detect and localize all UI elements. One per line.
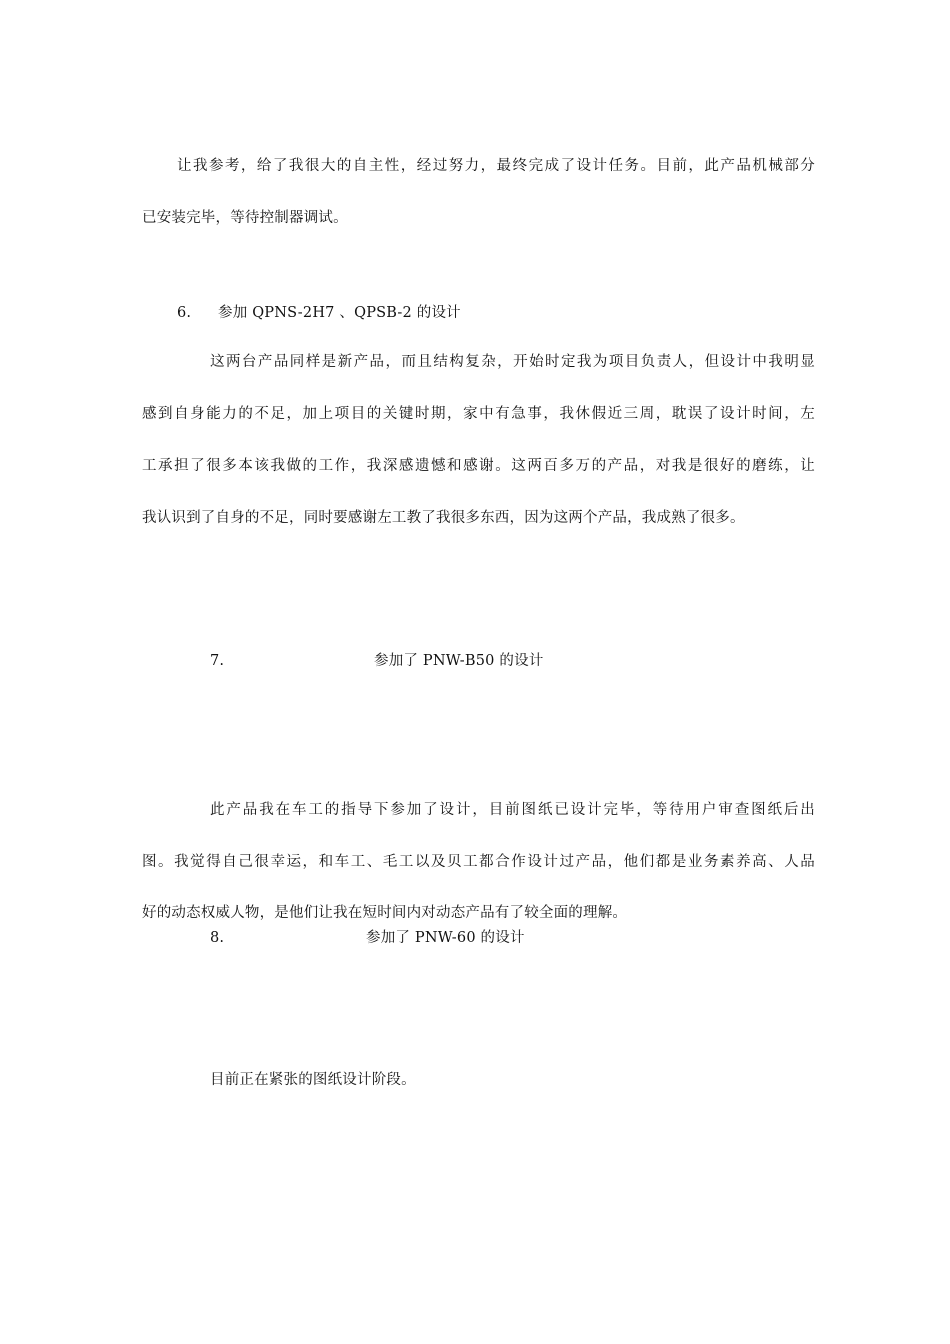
section-8-title: 参加了 PNW-60 的设计 (366, 930, 525, 946)
section-8-number: 8. (210, 930, 225, 946)
paragraph-line: 图。我觉得自己很幸运，和车工、毛工以及贝工都合作设计过产品，他们都是业务素养高、人品 (142, 854, 815, 870)
section-6-number: 6. (177, 305, 192, 321)
paragraph-line: 这两台产品同样是新产品，而且结构复杂，开始时定我为项目负责人，但设计中我明显 (210, 354, 815, 370)
paragraph-line: 此产品我在车工的指导下参加了设计，目前图纸已设计完毕，等待用户审查图纸后出 (210, 802, 815, 818)
paragraph-line: 感到自身能力的不足，加上项目的关键时期，家中有急事，我休假近三周，耽误了设计时间，左 (142, 406, 815, 422)
paragraph-line: 让我参考，给了我很大的自主性，经过努力，最终完成了设计任务。目前，此产品机械部分 (177, 158, 815, 174)
paragraph-line: 目前正在紧张的图纸设计阶段。 (210, 1072, 416, 1088)
section-7-number: 7. (210, 653, 225, 669)
section-6-title: 参加 QPNS-2H7 、QPSB-2 的设计 (218, 305, 461, 321)
section-7-title: 参加了 PNW-B50 的设计 (374, 653, 544, 669)
paragraph-line: 工承担了很多本该我做的工作，我深感遗憾和感谢。这两百多万的产品，对我是很好的磨练，让 (142, 458, 815, 474)
paragraph-line: 好的动态权威人物，是他们让我在短时间内对动态产品有了较全面的理解。 (142, 905, 628, 921)
paragraph-line: 我认识到了自身的不足，同时要感谢左工教了我很多东西，因为这两个产品，我成熟了很多。 (142, 510, 745, 526)
paragraph-line: 已安装完毕，等待控制器调试。 (142, 210, 348, 226)
